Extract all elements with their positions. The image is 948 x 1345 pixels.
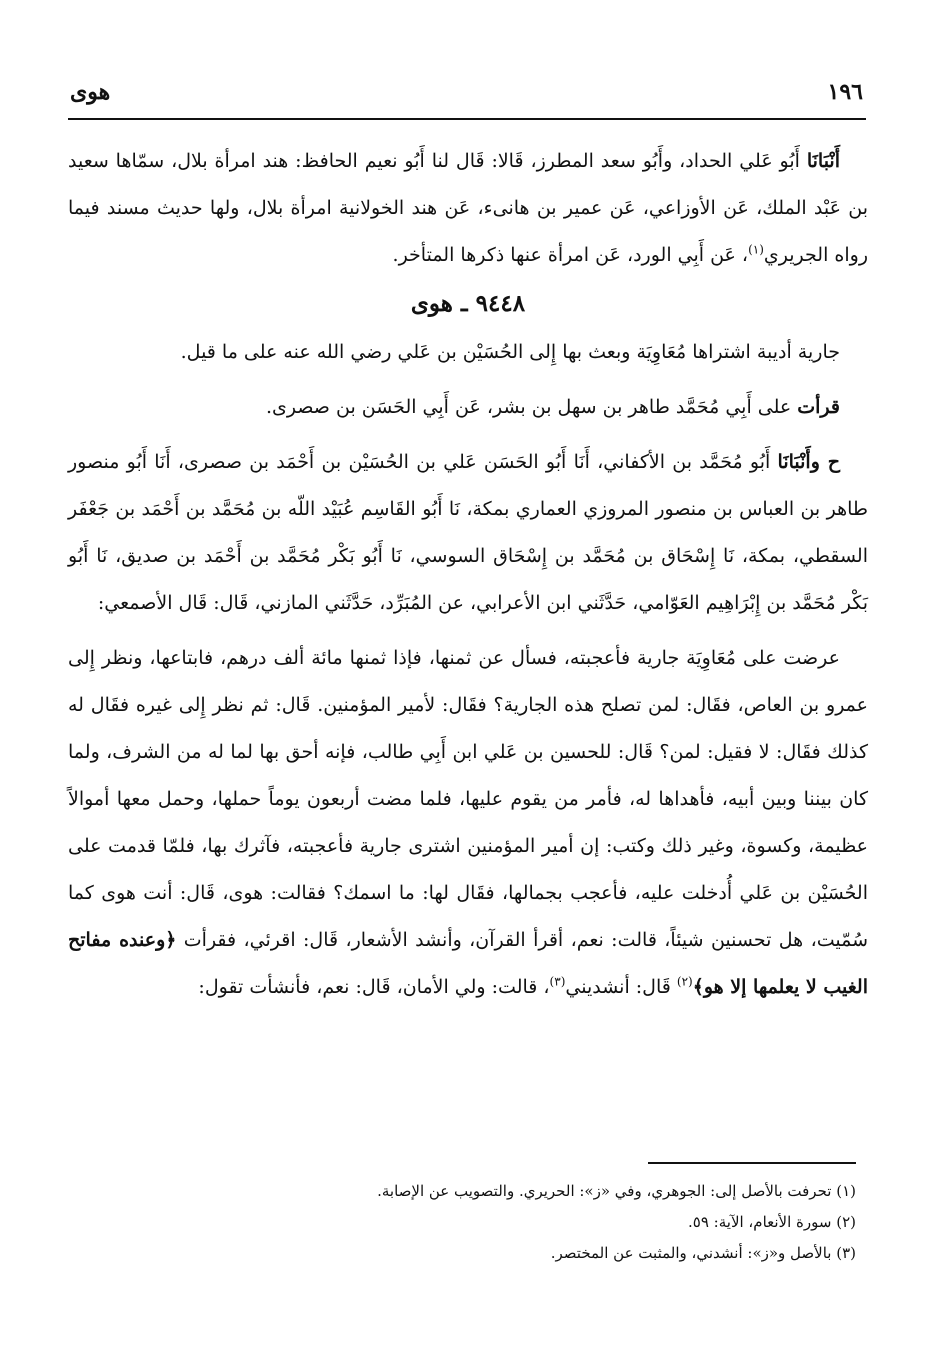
paragraph-5-text-a: عرضت على مُعَاوِيَة جارية فأعجبته، فسأل عن ثمنها، فإذا ثمنها مائة ألف درهم، فابتاعها، ونظر إِلى عمرو بن العاص، فقَال: لمن تصلح هذه الجارية؟ فقَال: لأمير المؤمنين. قَال: ثم نظر إِلى غيره فقَال له كذلك فقَال: لا فقيل: لمن؟ قَال: للحسين بن عَلي ابن أَبِي طالب، فإنه أحق بها لما له من الشرف، ولما كان بيننا وبين أبيه، فأهداها له، فأمر من يقوم عليها، فلما مضت أربعون يوماً حملها، وحمل معها أموالاً عظيمة، وكسوة، وغير ذلك وكتب: إن أمير المؤمنين اشترى جارية فأعجبته، فآثرك بها، فلمّا قدمت على الحُسَيْن بن عَلي أُدخلت عليه، فأعجب بجمالها، فقَال لها: ما اسمك؟ فقالت: هوى، قَال: أنت هوى كما سُمّيت، هل تحسنين شيئاً، قالت: نعم، أقرأ القرآن، وأنشد الأشعار، قَال: اقرئي، فقرأت [68, 647, 868, 951]
paragraph-3 [68, 384, 868, 431]
paragraph-1-end: ، عَن أَبِي الورد، عَن امرأة عنها ذكرها المتأخر. [392, 244, 749, 266]
paragraph-4-text: أَبُو مُحَمَّد بن الأكفاني، أَنَا أَبُو الحَسَن عَلي بن الحُسَيْن بن أَحْمَد بن صصرى، أَنَا أَبُو منصور طاهر بن العباس بن منصور المروزي العماري بمكة، نَا أَبُو القَاسِم عُبَيْد اللّه بن مُحَمَّد بن أَحْمَد بن جَعْفَر السقطي، بمكة، نَا إِسْحَاق بن مُحَمَّد بن إِسْحَاق السوسي، نَا أَبُو بَكْر مُحَمَّد بن أَحْمَد بن صديق، نَا أَبُو بَكْر مُحَمَّد بن إِبْرَاهِيم العَوّامي، حَدَّثَني ابن الأعرابي، عن المُبَرِّد، حَدَّثَني المازني، قَال: قَال الأصمعي: [68, 451, 868, 614]
paragraph-5 [68, 635, 868, 1011]
entry-title: ٩٤٤٨ ـ هوى [410, 290, 526, 317]
paragraph-5-text-c: ، قالت: ولي الأمان، قَال: نعم، فأنشأت تقول: [198, 976, 550, 998]
footnote-rule [648, 1162, 856, 1164]
footnote-1: (١) تحرفت بالأصل إلى: الجوهري، وفي «ز»: الحريري. والتصويب عن الإصابة. [377, 1182, 856, 1200]
page-header [70, 74, 863, 110]
header-rule [68, 118, 866, 120]
paragraph-4-lead: ح وأَنْبَانَا [777, 451, 840, 473]
footnote-ref-1: (١) [748, 242, 764, 257]
running-title: هوى [70, 79, 111, 105]
page-number: ١٩٦ [827, 79, 863, 105]
footnote-ref-3: (٣) [549, 974, 566, 989]
paragraph-3-lead: قرأت [797, 396, 840, 418]
paragraph-3-text: على أَبِي مُحَمَّد طاهر بن سهل بن بشر، عَن أَبِي الحَسَن بن صصرى. [265, 396, 798, 418]
quran-quote: ﴿وعنده مفاتح الغيب لا يعلمها إلا هو﴾ [68, 929, 868, 998]
paragraph-4 [68, 439, 868, 627]
footnote-3: (٣) بالأصل و«ز»: أنشدني، والمثبت عن المختصر. [550, 1244, 856, 1262]
paragraph-1-lead: أَنْبَانَا [806, 150, 840, 172]
paragraph-5-text-b: قَال: أنشديني [565, 976, 677, 998]
paragraph-2: جارية أديبة اشتراها مُعَاوِيَة وبعث بها إِلى الحُسَيْن بن عَلي رضي الله عنه على ما قيل. [180, 341, 840, 363]
main-text [68, 138, 868, 1011]
paragraph-1 [68, 138, 868, 279]
footnotes [80, 1176, 856, 1269]
paragraph-1-text: أَبُو عَلي الحداد، وأَبُو سعد المطرز، قَالا: قَال لنا أَبُو نعيم الحافظ: هند امرأة بلال، سمّاها سعيد بن عَبْد الملك، عَن الأوزاعي، عَن عمير بن هانىء، عَن هند الخولانية امرأة بلال، ولها حديث مسند فيما رواه الجريري [68, 150, 868, 266]
footnote-ref-2: (٢) [676, 974, 693, 989]
footnote-2: (٢) سورة الأنعام، الآية: ٥٩. [688, 1213, 856, 1231]
